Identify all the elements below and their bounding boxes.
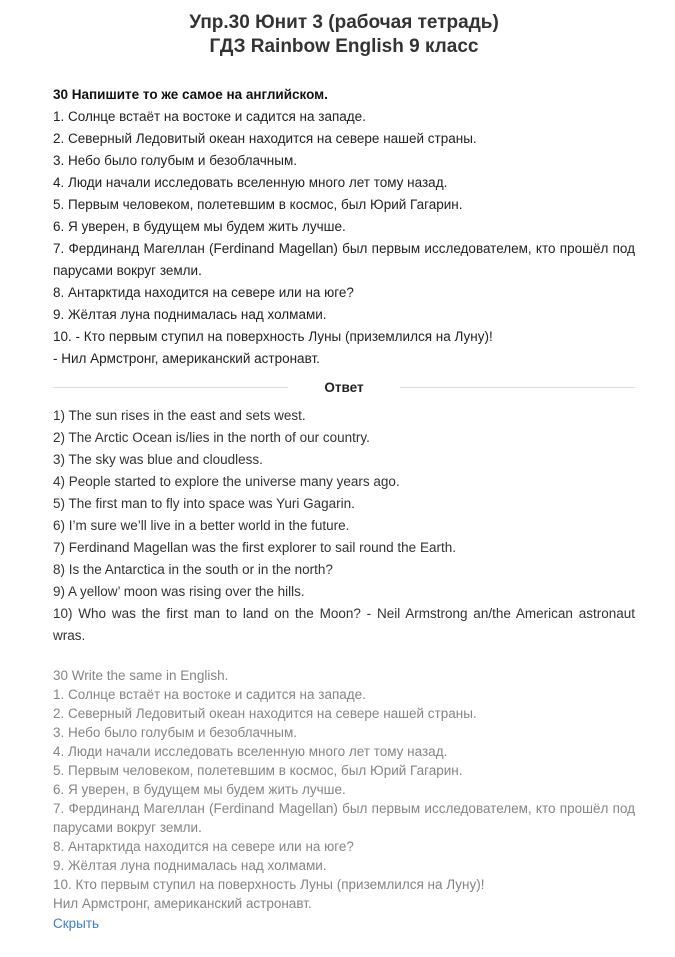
task-line: 2. Северный Ледовитый океан находится на севере нашей страны. xyxy=(53,131,477,146)
answer-line: 5) The first man to fly into space was Yuri Gagarin. xyxy=(53,496,355,511)
task-heading: 30 Напишите то же самое на английском. xyxy=(53,87,328,102)
task-line: 8. Антарктида находится на севере или на юге? xyxy=(53,285,354,300)
translation-line: 1. Солнце встаёт на востоке и садится на западе. xyxy=(53,687,366,702)
task-line: 9. Жёлтая луна поднималась над холмами. xyxy=(53,307,327,322)
translation-block xyxy=(53,666,635,933)
answer-list xyxy=(53,405,635,647)
page-title-line-1: Упр.30 Юнит 3 (рабочая тетрадь) xyxy=(189,12,499,33)
answer-separator xyxy=(53,377,635,397)
translation-line: 3. Небо было голубым и безоблачным. xyxy=(53,725,297,740)
translation-line: 2. Северный Ледовитый океан находится на севере нашей страны. xyxy=(53,706,477,721)
page xyxy=(53,0,635,933)
page-title-line-2: ГДЗ Rainbow English 9 класс xyxy=(209,36,479,57)
task-list xyxy=(53,106,635,370)
translation-line: 9. Жёлтая луна поднималась над холмами. xyxy=(53,858,327,873)
hide-link[interactable]: Скрыть xyxy=(53,916,100,931)
translation-line: 7. Фердинанд Магеллан (Ferdinand Magellan) был первым исследователем, кто прошёл под парусами вокруг земли. xyxy=(53,801,635,835)
task-line: - Нил Армстронг, американский астронавт. xyxy=(53,351,320,366)
answer-line: 8) Is the Antarctica in the south or in the north? xyxy=(53,562,333,577)
translation-line: 4. Люди начали исследовать вселенную много лет тому назад. xyxy=(53,744,448,759)
answer-line: 9) A yellow’ moon was rising over the hills. xyxy=(53,584,305,599)
task-line: 3. Небо было голубым и безоблачным. xyxy=(53,153,297,168)
divider-left xyxy=(53,387,288,388)
task-line: 1. Солнце встаёт на востоке и садится на западе. xyxy=(53,109,366,124)
divider-right xyxy=(400,387,635,388)
page-title xyxy=(53,11,635,59)
answer-line: 10) Who was the first man to land on the Moon? - Neil Armstrong an/the American astronaut wras. xyxy=(53,606,635,643)
answer-label: Ответ xyxy=(324,379,364,395)
answer-line: 3) The sky was blue and cloudless. xyxy=(53,452,263,467)
task-line: 6. Я уверен, в будущем мы будем жить лучше. xyxy=(53,219,346,234)
answer-line: 1) The sun rises in the east and sets west. xyxy=(53,408,306,423)
answer-line: 6) I’m sure we’ll live in a better world in the future. xyxy=(53,518,350,533)
translation-heading: 30 Write the same in English. xyxy=(53,668,229,683)
translation-line: 6. Я уверен, в будущем мы будем жить лучше. xyxy=(53,782,346,797)
translation-line: Нил Армстронг, американский астронавт. xyxy=(53,896,312,911)
task-line: 4. Люди начали исследовать вселенную много лет тому назад. xyxy=(53,175,448,190)
task-line: 10. - Кто первым ступил на поверхность Луны (приземлился на Луну)! xyxy=(53,329,493,344)
task-line: 7. Фердинанд Магеллан (Ferdinand Magellan) был первым исследователем, кто прошёл под парусами вокруг земли. xyxy=(53,241,635,278)
answer-line: 4) People started to explore the universe many years ago. xyxy=(53,474,400,489)
translation-line: 10. Кто первым ступил на поверхность Луны (приземлился на Луну)! xyxy=(53,877,485,892)
answer-line: 2) The Arctic Ocean is/lies in the north of our country. xyxy=(53,430,370,445)
task-line: 5. Первым человеком, полетевшим в космос, был Юрий Гагарин. xyxy=(53,197,463,212)
answer-line: 7) Ferdinand Magellan was the first explorer to sail round the Earth. xyxy=(53,540,456,555)
translation-line: 5. Первым человеком, полетевшим в космос, был Юрий Гагарин. xyxy=(53,763,463,778)
translation-line: 8. Антарктида находится на севере или на юге? xyxy=(53,839,354,854)
